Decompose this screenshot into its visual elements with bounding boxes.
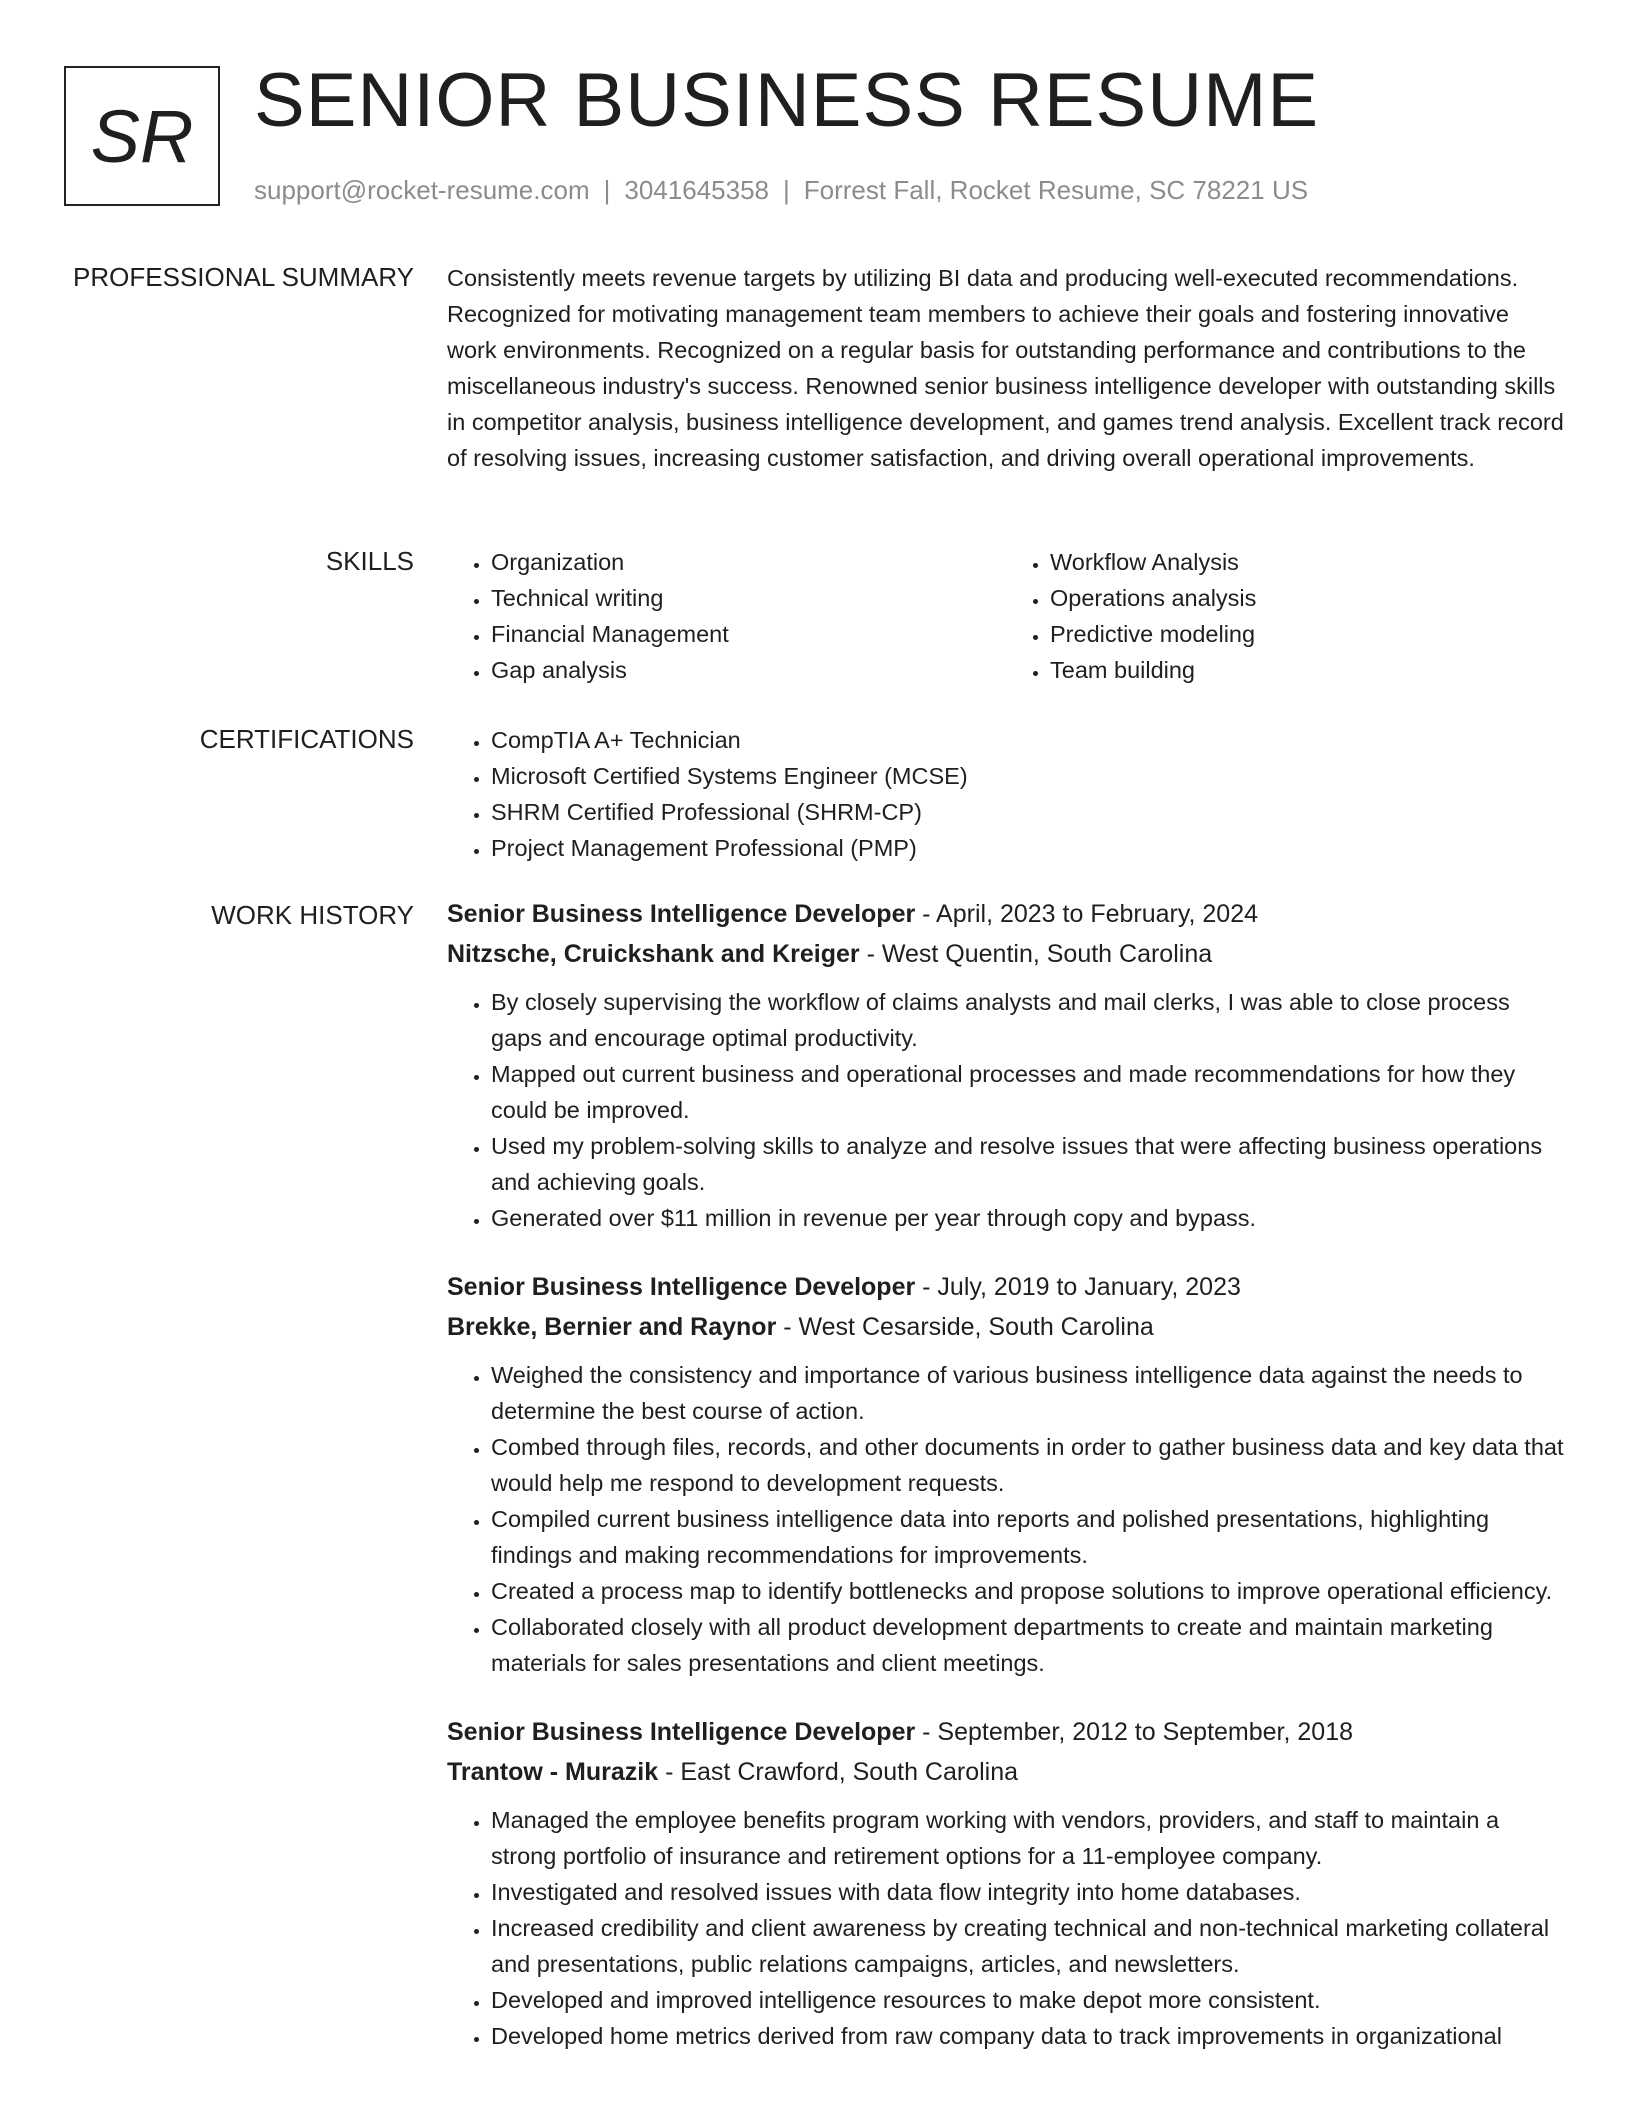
contact-separator: | (783, 175, 790, 205)
company-line (447, 1307, 1565, 1347)
certification-item: • Project Management Professional (PMP) (491, 830, 1565, 866)
job-title: Senior Business Intelligence Developer (447, 1273, 916, 1301)
section-heading-skills: SKILLS (325, 546, 414, 576)
job-entry (447, 1712, 1565, 2054)
job-bullet: • Managed the employee benefits program working with vendors, providers, and staff to maintain a strong portfolio of insurance and retirement options for a 11-employee company. (491, 1802, 1565, 1874)
job-bullet: • Collaborated closely with all product development departments to create and maintain marketing materials for sales presentations and client meetings. (491, 1609, 1565, 1681)
summary-body (447, 260, 1565, 476)
job-bullet: • Mapped out current business and operational processes and made recommendations for how they could be improved. (491, 1056, 1565, 1128)
contact-address: Forrest Fall, Rocket Resume, SC 78221 US (803, 175, 1309, 205)
job-dates: - July, 2019 to January, 2023 (915, 1273, 1241, 1301)
skill-item: • Predictive modeling (1050, 616, 1565, 652)
skill-item: • Technical writing (491, 580, 1006, 616)
company-location: - West Cesarside, South Carolina (776, 1313, 1154, 1341)
section-heading-work-history: WORK HISTORY (211, 900, 414, 930)
contact-line (254, 173, 1308, 207)
work-history-body (447, 894, 1565, 2085)
job-title: Senior Business Intelligence Developer (447, 900, 916, 928)
job-bullet: • By closely supervising the workflow of claims analysts and mail clerks, I was able to close process gaps and encourage optimal productivity. (491, 984, 1565, 1056)
job-bullet: • Increased credibility and client awareness by creating technical and non-technical marketing collateral and presentations, public relations campaigns, articles, and newsletters. (491, 1910, 1565, 1982)
initials-monogram: SR (64, 66, 220, 206)
company-name: Brekke, Bernier and Raynor (447, 1313, 777, 1341)
contact-phone: 3041645358 (624, 175, 769, 205)
certifications-list (447, 722, 1565, 866)
job-title: Senior Business Intelligence Developer (447, 1718, 916, 1746)
job-bullet: • Developed home metrics derived from raw company data to track improvements in organizational (491, 2018, 1565, 2054)
skill-item: • Operations analysis (1050, 580, 1565, 616)
job-bullet: • Used my problem-solving skills to analyze and resolve issues that were affecting business operations and achieving goals. (491, 1128, 1565, 1200)
job-entry (447, 1267, 1565, 1681)
job-bullet: • Generated over $11 million in revenue per year through copy and bypass. (491, 1200, 1565, 1236)
job-title-line (447, 894, 1565, 934)
company-name: Nitzsche, Cruickshank and Kreiger (447, 940, 860, 968)
resume-title: SENIOR BUSINESS RESUME (254, 58, 1320, 143)
certification-item: • Microsoft Certified Systems Engineer (MCSE) (491, 758, 1565, 794)
job-bullet: • Weighed the consistency and importance of various business intelligence data against the needs to determine the best course of action. (491, 1357, 1565, 1429)
certifications-body (447, 722, 1565, 866)
job-bullet: • Developed and improved intelligence resources to make depot more consistent. (491, 1982, 1565, 2018)
job-bullets (447, 1357, 1565, 1681)
skill-item: • Financial Management (491, 616, 1006, 652)
company-location: - East Crawford, South Carolina (658, 1758, 1019, 1786)
section-heading-certifications: CERTIFICATIONS (199, 724, 414, 754)
company-line (447, 934, 1565, 974)
job-bullet: • Combed through files, records, and other documents in order to gather business data and key data that would help me respond to development requests. (491, 1429, 1565, 1501)
job-bullets (447, 1802, 1565, 2054)
certification-item: • CompTIA A+ Technician (491, 722, 1565, 758)
skills-list-left (447, 544, 1006, 688)
job-bullet: • Investigated and resolved issues with data flow integrity into home databases. (491, 1874, 1565, 1910)
job-bullet: • Compiled current business intelligence data into reports and polished presentations, highlighting findings and making recommendations for improvements. (491, 1501, 1565, 1573)
skills-list-right (1006, 544, 1565, 688)
summary-text: Consistently meets revenue targets by utilizing BI data and producing well-executed recommendations. Recognized for motivating management team members to achieve their goals and fostering innovative work environments. Recognized on a regular basis for outstanding performance and contributions to the miscellaneous industry's success. Renowned senior business intelligence developer with outstanding skills in competitor analysis, business intelligence development, and games trend analysis. Excellent track record of resolving issues, increasing customer satisfaction, and driving overall operational improvements. (447, 265, 1564, 471)
skill-item: • Organization (491, 544, 1006, 580)
certification-item: • SHRM Certified Professional (SHRM-CP) (491, 794, 1565, 830)
skill-item: • Team building (1050, 652, 1565, 688)
skill-item: • Workflow Analysis (1050, 544, 1565, 580)
job-title-line (447, 1267, 1565, 1307)
company-name: Trantow - Murazik (447, 1758, 659, 1786)
company-line (447, 1752, 1565, 1792)
section-heading-summary: PROFESSIONAL SUMMARY (73, 262, 414, 292)
job-title-line (447, 1712, 1565, 1752)
contact-separator: | (603, 175, 611, 205)
job-bullets (447, 984, 1565, 1236)
job-entry (447, 894, 1565, 1236)
contact-email: support@rocket-resume.com (254, 175, 590, 205)
job-bullet: • Created a process map to identify bottlenecks and propose solutions to improve operational efficiency. (491, 1573, 1565, 1609)
job-dates: - September, 2012 to September, 2018 (915, 1718, 1354, 1746)
company-location: - West Quentin, South Carolina (859, 940, 1213, 968)
job-dates: - April, 2023 to February, 2024 (915, 900, 1259, 928)
skill-item: • Gap analysis (491, 652, 1006, 688)
skills-grid (447, 544, 1565, 688)
